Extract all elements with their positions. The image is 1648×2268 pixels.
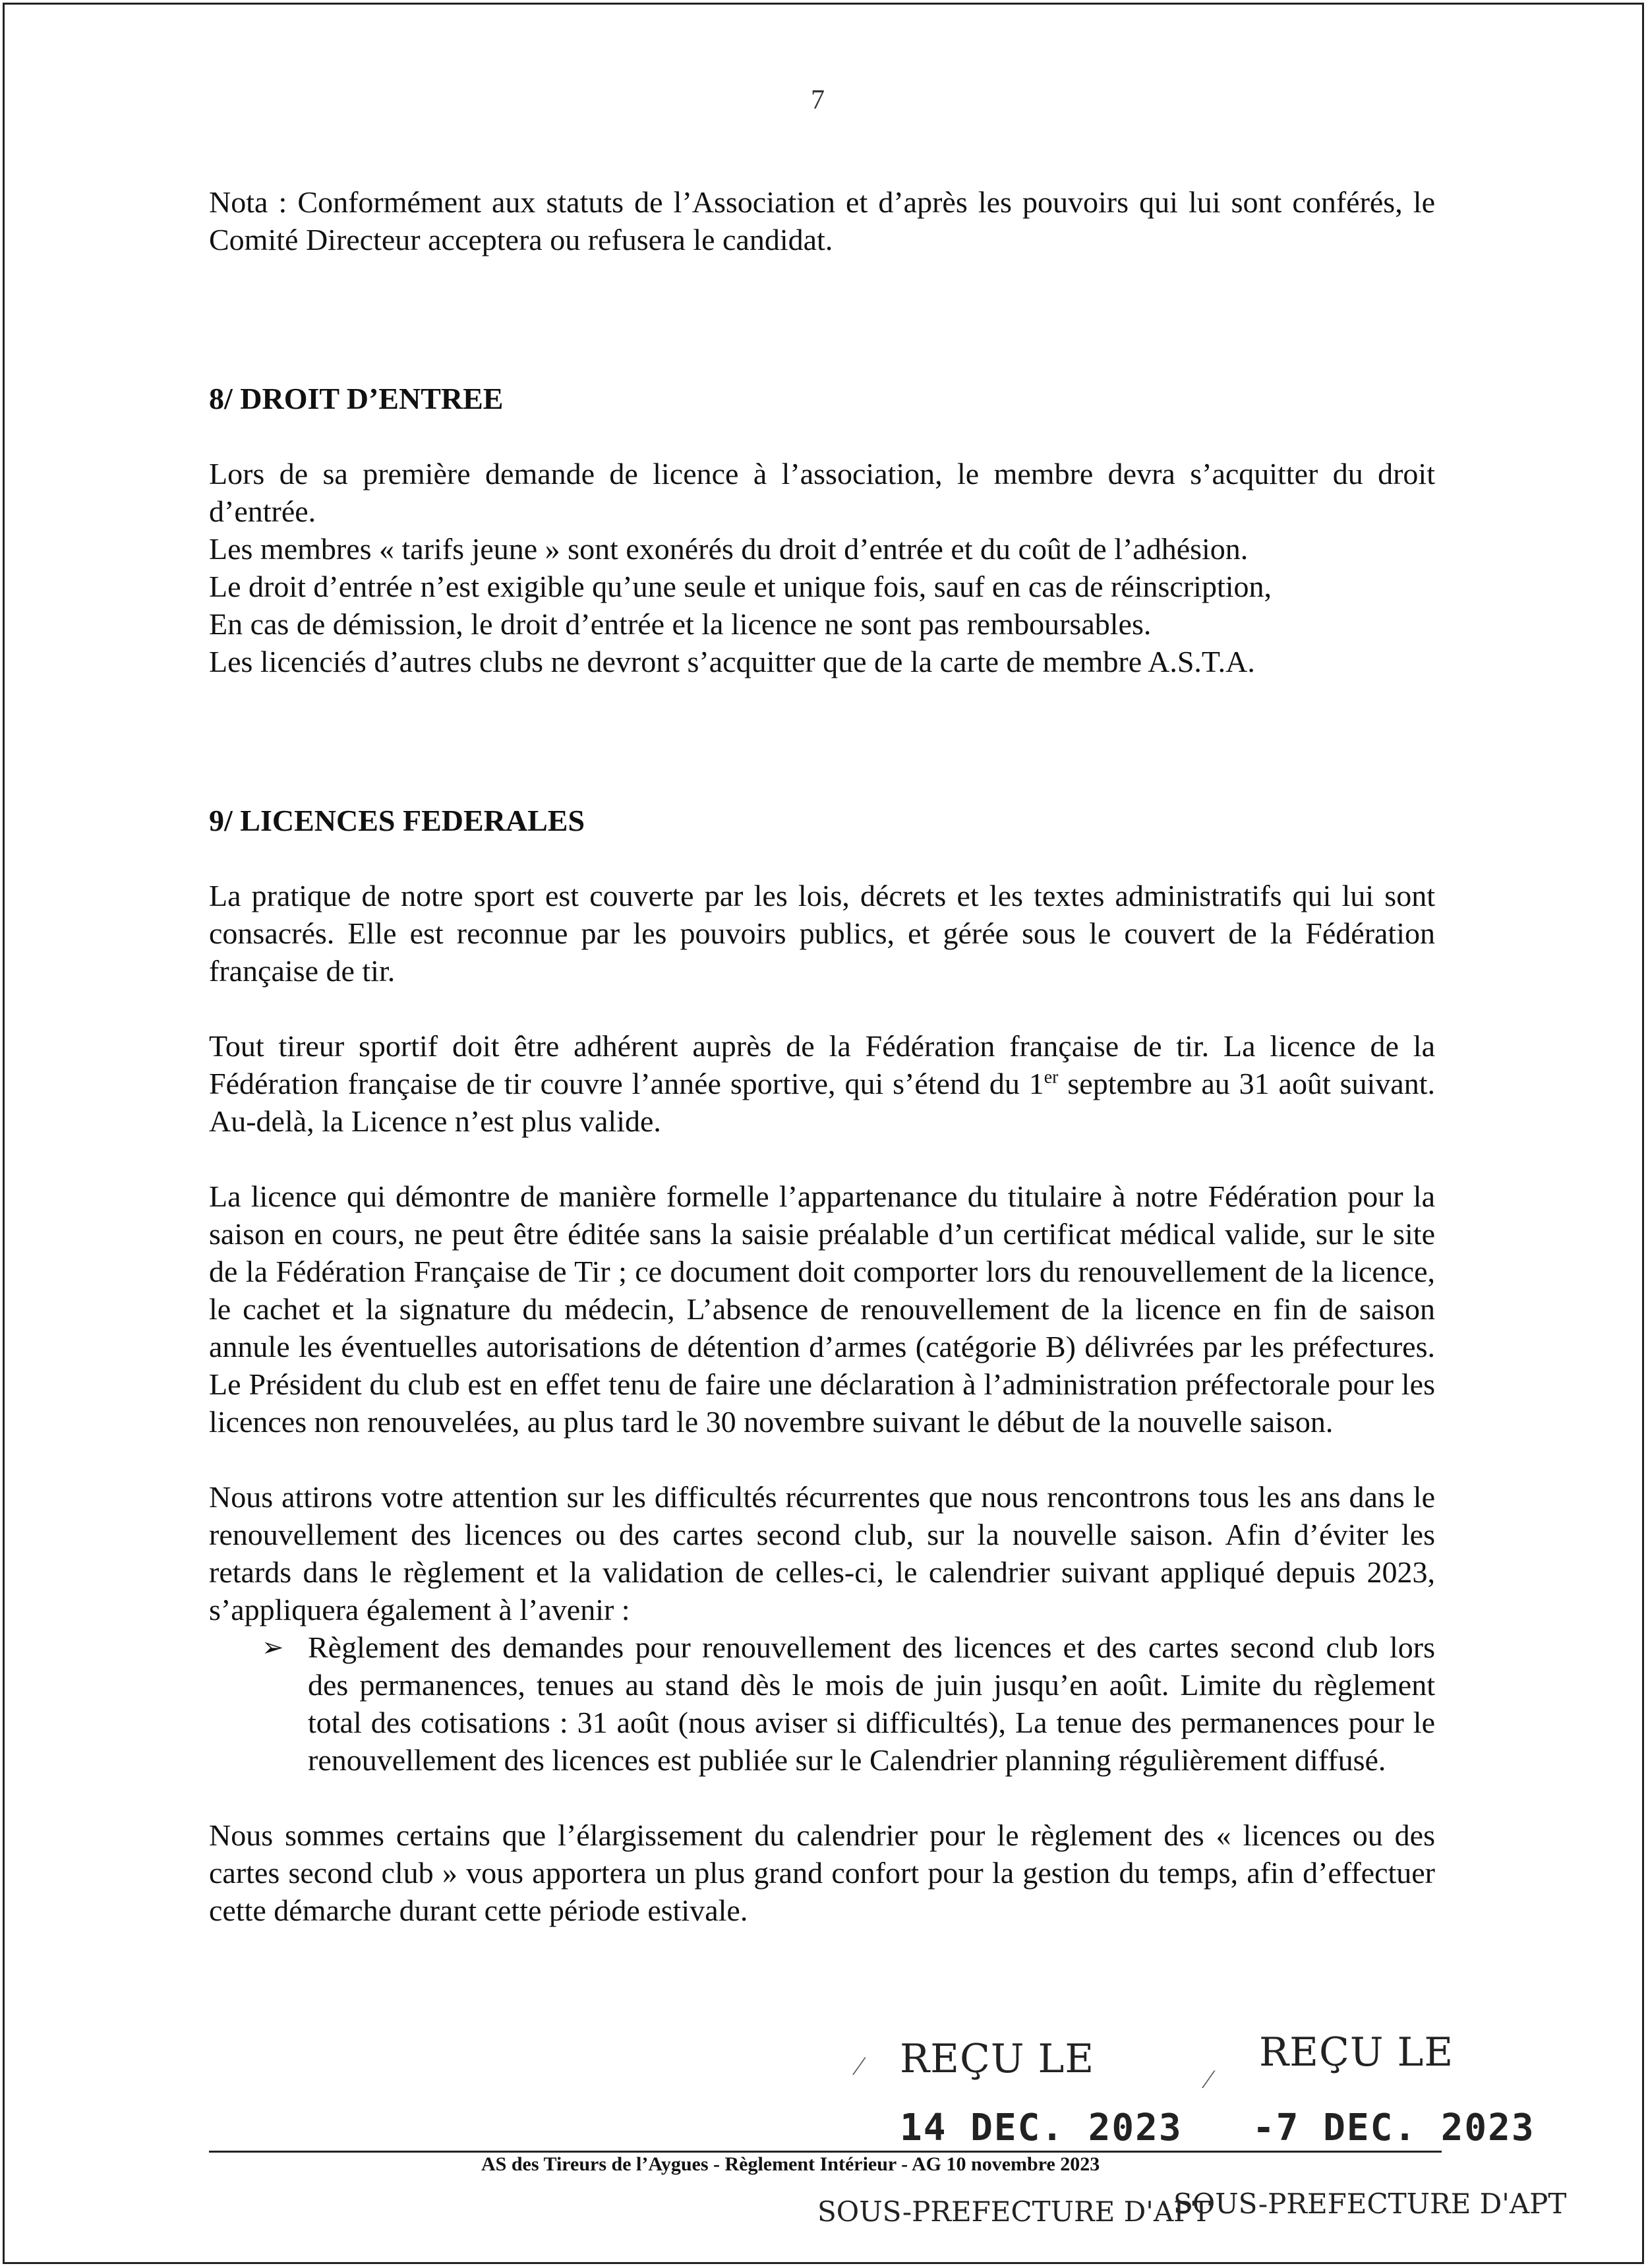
- document-body: [209, 183, 1435, 1929]
- section-8-line: Les licenciés d’autres clubs ne devront s’acquitter que de la carte de membre A.S.T.A.: [209, 645, 1255, 678]
- p2-superscript: er: [1044, 1067, 1059, 1088]
- stamp-left-title: REÇU LE: [900, 2036, 1095, 2082]
- stamp-right-date: -7 DEC. 2023: [1252, 2106, 1535, 2149]
- section-8-line: Le droit d’entrée n’est exigible qu’une seule et unique fois, sauf en cas de réinscription,: [209, 570, 1272, 603]
- bullet-text: Règlement des demandes pour renouvellement des licences et des cartes second club lors des permanences, tenues au stand dès le mois de juin jusqu’en août. Limite du règlement total des cotisations : 31 août (nous aviser si difficultés), La tenue des permanences pour le renouvellement des licences est publiée sur le Calendrier planning régulièrement diffusé.: [308, 1630, 1435, 1777]
- section-8-line: Les membres « tarifs jeune » sont exonérés du droit d’entrée et du coût de l’adhésion.: [209, 532, 1249, 566]
- section-8-body: [209, 455, 1435, 680]
- bullet-item: [262, 1628, 1435, 1779]
- stamp-right-office: SOUS-PREFECTURE D'APT: [1173, 2188, 1567, 2220]
- section-9-paragraph-2: [209, 1027, 1435, 1140]
- section-9-paragraph-3: La licence qui démontre de manière formelle l’appartenance du titulaire à notre Fédération pour la saison en cours, ne peut être éditée sans la saisie préalable d’un certificat médical valide, sur le site de la Fédération Française de Tir ; ce document doit comporter lors du renouvellement de la licence, le cachet et la signature du médecin, L’absence de renouvellement de la licence en fin de saison annule les éventuelles autorisations de détention d’armes (catégorie B) délivrées par les préfectures. Le Président du club est en effet tenu de faire une déclaration à l’administration préfectorale pour les licences non renouvelées, au plus tard le 30 novembre suivant le début de la nouvelle saison.: [209, 1179, 1435, 1439]
- section-9-paragraph-5: Nous sommes certains que l’élargissement du calendrier pour le règlement des « licences ou des cartes second club » vous apportera un plus grand confort pour la gestion du temps, afin d’effectuer cette démarche durant cette période estivale.: [209, 1818, 1435, 1927]
- stamp-left-date: 14 DEC. 2023: [900, 2106, 1183, 2149]
- stamp-mark: ⁄: [1206, 2064, 1211, 2094]
- stamp-right-title: REÇU LE: [1259, 2029, 1454, 2075]
- stamp-left-office: SOUS-PREFECTURE D'APT: [817, 2195, 1211, 2228]
- nota-paragraph: Nota : Conformément aux statuts de l’Association et d’après les pouvoirs qui lui sont conférés, le Comité Directeur acceptera ou refusera le candidat.: [209, 185, 1435, 256]
- section-9-paragraph-1: La pratique de notre sport est couverte par les lois, décrets et les textes administratifs qui lui sont consacrés. Elle est reconnue par les pouvoirs publics, et gérée sous le couvert de la Fédération française de tir.: [209, 879, 1435, 988]
- section-8-heading: 8/ DROIT D’ENTREE: [209, 382, 504, 415]
- footer-text: AS des Tireurs de l’Aygues - Règlement Intérieur - AG 10 novembre 2023: [481, 2153, 1100, 2175]
- stamp-mark: ⁄: [857, 2051, 862, 2081]
- arrow-bullet-icon: ➢: [262, 1632, 284, 1662]
- page-number: 7: [811, 85, 825, 115]
- section-8-line: Lors de sa première demande de licence à l’association, le membre devra s’acquitter du droit d’entrée.: [209, 457, 1435, 528]
- p2-text-start: Tout tireur sportif doit être adhérent auprès de la Fédération française de tir. La licence de la Fédération française de tir couvre l’année sportive, qui s’étend du 1: [209, 1029, 1435, 1100]
- p2-text-end: septembre au 31 août suivant. Au-delà, la Licence n’est plus valide.: [209, 1067, 1436, 1138]
- section-8-line: En cas de démission, le droit d’entrée et la licence ne sont pas remboursables.: [209, 607, 1152, 641]
- footer-rule: [209, 2151, 1442, 2153]
- section-9-heading: 9/ LICENCES FEDERALES: [209, 804, 585, 837]
- section-9-paragraph-4: Nous attirons votre attention sur les difficultés récurrentes que nous rencontrons tous les ans dans le renouvellement des licences ou des cartes second club, sur la nouvelle saison. Afin d’éviter les retards dans le règlement et la validation de celles-ci, le calendrier suivant appliqué depuis 2023, s’appliquera également à l’avenir :: [209, 1480, 1435, 1626]
